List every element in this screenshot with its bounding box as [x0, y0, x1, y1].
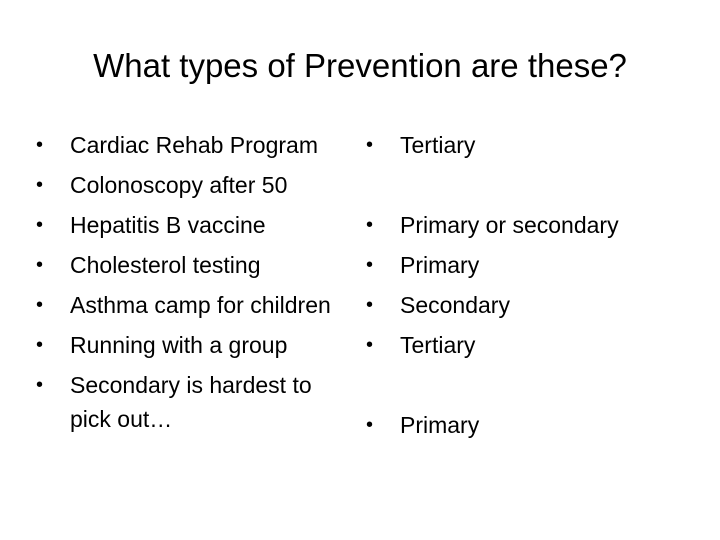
answer-item: • Primary: [366, 408, 706, 442]
answer-spacer: [366, 368, 706, 402]
answer-item: • Tertiary: [366, 128, 706, 162]
answer-item: • Tertiary: [366, 328, 706, 362]
answer-item: • Secondary: [366, 288, 706, 322]
answer-item: • Primary: [366, 248, 706, 282]
question-item: • Cardiac Rehab Program: [36, 128, 346, 162]
question-item: • Cholesterol testing: [36, 248, 346, 282]
question-item: • Colonoscopy after 50: [36, 168, 346, 202]
question-item: • Running with a group: [36, 328, 346, 362]
answer-list: [366, 128, 706, 448]
question-item: • Hepatitis B vaccine: [36, 208, 346, 242]
question-list: [36, 128, 346, 442]
question-item: • Secondary is hardest to pick out…: [36, 368, 346, 436]
answer-spacer: [366, 168, 706, 202]
slide-title: What types of Prevention are these?: [93, 47, 627, 84]
question-item: • Asthma camp for children: [36, 288, 346, 322]
answer-item: • Primary or secondary: [366, 208, 706, 242]
